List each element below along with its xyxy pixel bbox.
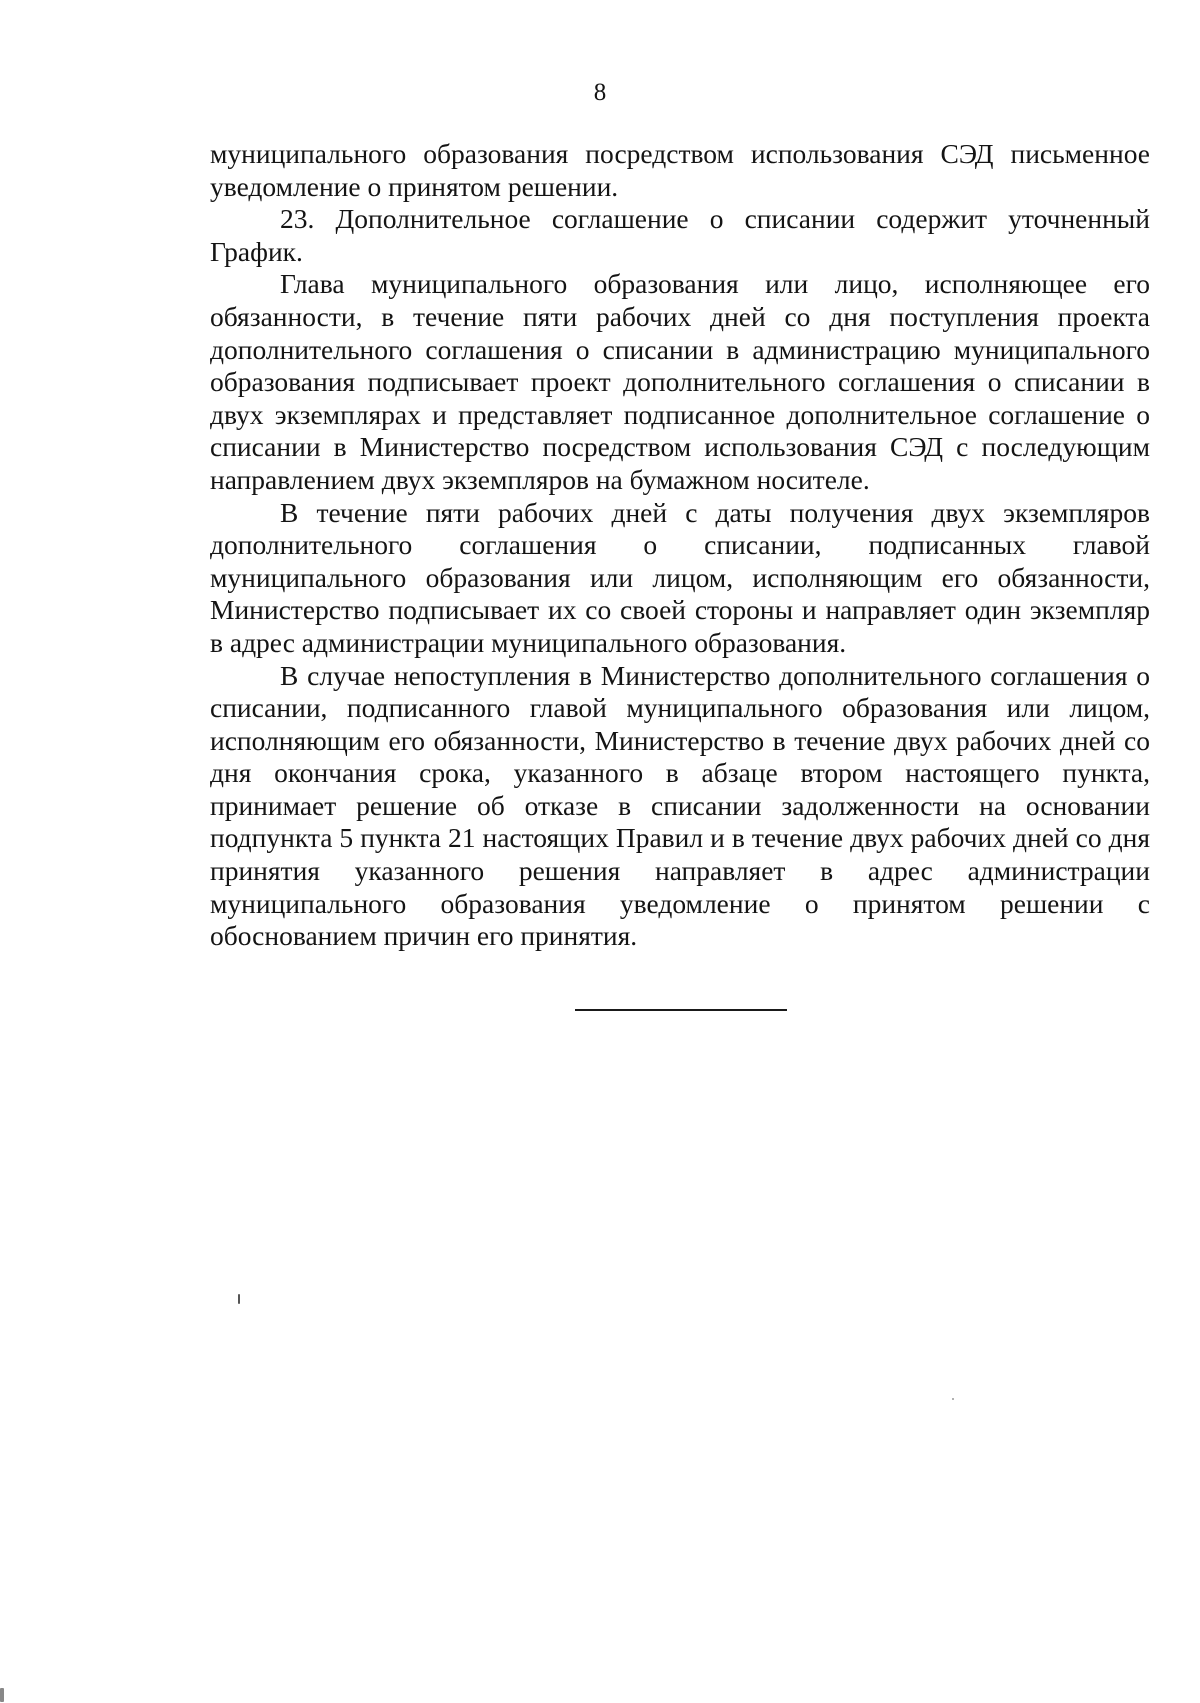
end-of-text-rule [575, 1009, 787, 1011]
paragraph-item-23: 23. Дополнительное соглашение о списании содержит уточненный График. [210, 203, 1150, 267]
scan-speck [0, 1688, 4, 1702]
paragraph-ministry-signing: В течение пяти рабочих дней с даты получения двух экземпляров дополнительного соглашения о списании, подписанных главой муниципального образования или лицом, исполняющим его обязанности, Министерство подписывает их со своей стороны и направляет один экземпляр в адрес администрации муниципального образования. [210, 496, 1150, 658]
document-body [210, 138, 1150, 953]
scan-speck [952, 1398, 954, 1400]
scan-speck [238, 1294, 240, 1304]
paragraph-continuation: муниципального образования посредством использования СЭД письменное уведомление о принятом решении. [210, 138, 1150, 202]
paragraph-refusal: В случае непоступления в Министерство дополнительного соглашения о списании, подписанного главой муниципального образования или лицом, исполняющим его обязанности, Министерство в течение двух рабочих дней со дня окончания срока, указанного в абзаце втором настоящего пункта, принимает решение об отказе в списании задолженности на основании подпункта 5 пункта 21 настоящих Правил и в течение двух рабочих дней со дня принятия указанного решения направляет в адрес администрации муниципального образования уведомление о принятом решении с обоснованием причин его принятия. [210, 659, 1150, 952]
page-number: 8 [593, 79, 607, 106]
paragraph-head-signing: Глава муниципального образования или лицо, исполняющее его обязанности, в течение пяти рабочих дней со дня поступления проекта дополнительного соглашения о списании в администрацию муниципального образования подписывает проект дополнительного соглашения о списании в двух экземплярах и представляет подписанное дополнительное соглашение о списании в Министерство посредством использования СЭД с последующим направлением двух экземпляров на бумажном носителе. [210, 268, 1150, 495]
